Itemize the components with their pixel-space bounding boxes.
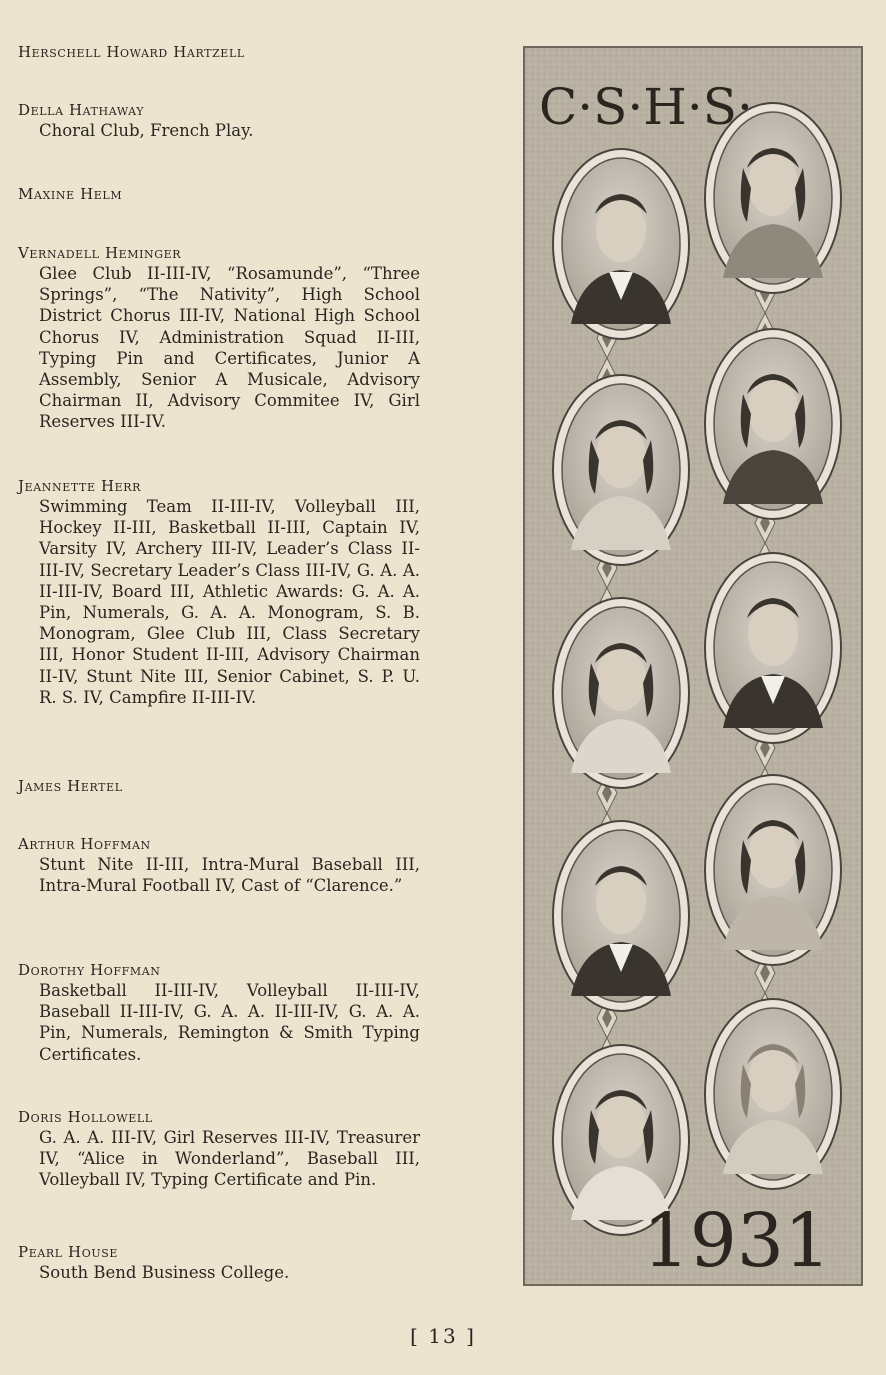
portrait-oval [553, 149, 689, 339]
student-name: Herschell Howard Hartzell [18, 43, 245, 61]
entry [18, 184, 420, 204]
entry [18, 476, 420, 708]
portrait-oval [553, 598, 689, 788]
entry [18, 776, 420, 796]
portrait-oval [705, 553, 841, 743]
photo-panel [523, 46, 863, 1286]
portrait-oval [553, 375, 689, 565]
student-name: Della Hathaway [18, 101, 145, 119]
entry [18, 100, 420, 141]
student-activities: Basketball II-III-IV, Volleyball II-III-IV, Baseball II-III-IV, G. A. A. II-III-IV, G. A. A. Pin, Numerals, Remington & Smith Typing Certificates. [39, 981, 420, 1064]
entry [18, 834, 420, 896]
portrait-oval [705, 999, 841, 1189]
student-name: Vernadell Heminger [18, 244, 182, 262]
student-name: Pearl House [18, 1243, 118, 1261]
entry [18, 1242, 420, 1283]
page-number: [ 13 ] [410, 1324, 476, 1348]
student-name: Dorothy Hoffman [18, 961, 161, 979]
entry [18, 42, 420, 62]
student-name: Arthur Hoffman [18, 835, 151, 853]
student-activities: Glee Club II-III-IV, “Rosamunde”, “Three Springs”, “The Nativity”, High School District Chorus III-IV, National High School Chorus IV, Administration Squad II-III, Typing Pin and Certificates, Junior A Assembly, Senior A Musicale, Advisory Chairman II, Advisory Commitee IV, Girl Reserves III-IV. [39, 264, 420, 432]
monogram-text: C·S·H·S· [539, 78, 753, 136]
portrait-oval [705, 775, 841, 965]
entry [18, 1107, 420, 1191]
photo-panel-art [525, 48, 863, 1286]
year-text: 1931 [642, 1198, 831, 1284]
entry [18, 243, 420, 433]
student-activities: South Bend Business College. [39, 1263, 290, 1282]
student-activities: Choral Club, French Play. [39, 121, 254, 140]
student-name: Jeannette Herr [18, 477, 142, 495]
student-name: Doris Hollowell [18, 1108, 153, 1126]
student-activities: Swimming Team II-III-IV, Volleyball III, Hockey II-III, Basketball II-III, Captain IV, Varsity IV, Archery III-IV, Leader’s Class II-III-IV, Secretary Leader’s Class III-IV, G. A. A. II-III-IV, Board III, Athletic Awards: G. A. A. Pin, Numerals, G. A. A. Monogram, S. B. Monogram, Glee Club III, Class Secretary III, Honor Student II-III, Advisory Chairman II-IV, Stunt Nite III, Senior Cabinet, S. P. U. R. S. IV, Campfire II-III-IV. [39, 497, 420, 707]
student-name: James Hertel [18, 777, 123, 795]
portrait-oval [705, 329, 841, 519]
portrait-oval [553, 821, 689, 1011]
student-name: Maxine Helm [18, 185, 123, 203]
student-activities: G. A. A. III-IV, Girl Reserves III-IV, Treasurer IV, “Alice in Wonderland”, Baseball III, Volleyball IV, Typing Certificate and Pin. [39, 1128, 420, 1190]
entry [18, 960, 420, 1065]
student-activities: Stunt Nite II-III, Intra-Mural Baseball III, Intra-Mural Football IV, Cast of “Clarence.” [39, 855, 420, 896]
